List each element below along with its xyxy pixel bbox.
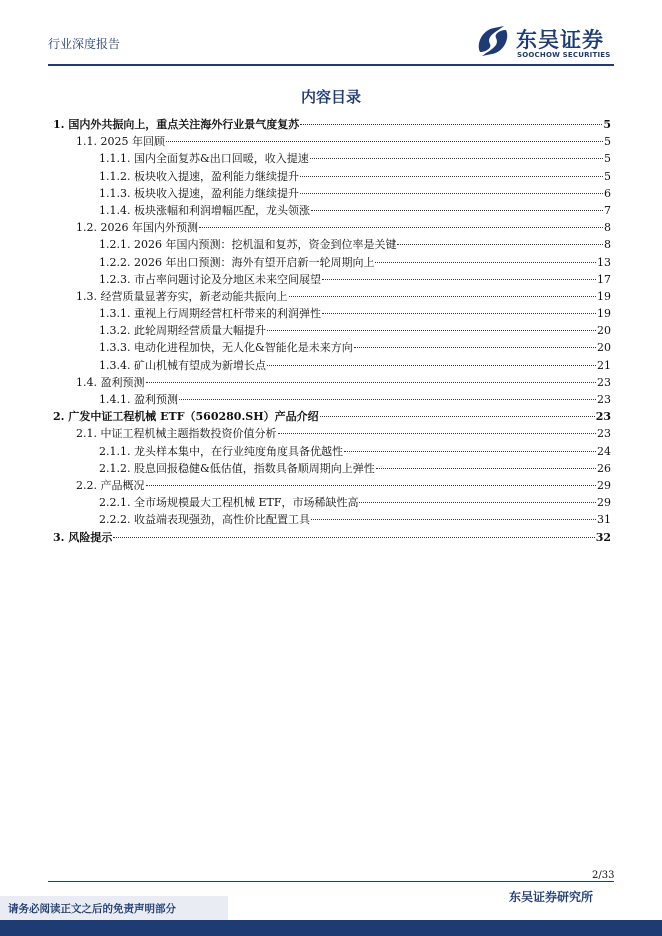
toc-entry-label: 1.2.1. 2026 年国内预测：挖机温和复苏，资金到位率是关键 xyxy=(99,238,397,252)
disclaimer-text: 请务必阅读正文之后的免责声明部分 xyxy=(8,903,176,915)
header-divider xyxy=(48,64,614,66)
toc-entry-page: 6 xyxy=(604,186,611,200)
toc-entry[interactable] xyxy=(53,477,611,494)
toc-entry-label: 1.2.2. 2026 年出口预测：海外有望开启新一轮周期向上 xyxy=(99,255,375,269)
logo-text-cn: 东吴证券 xyxy=(516,28,604,52)
toc-leader-dots xyxy=(310,158,603,159)
toc-entry[interactable] xyxy=(53,288,611,305)
toc-leader-dots xyxy=(300,176,603,177)
toc-title: 内容目录 xyxy=(300,88,361,106)
toc-entry-page: 21 xyxy=(597,358,611,372)
toc-entry[interactable] xyxy=(53,460,611,477)
toc-entry-label: 1.4.1. 盈利预测 xyxy=(99,393,178,406)
toc-entry-label: 1.3.3. 电动化进程加快，无人化&智能化是未来方向 xyxy=(99,341,353,355)
toc-leader-dots xyxy=(376,468,596,469)
toc-leader-dots xyxy=(113,537,594,538)
toc-leader-dots xyxy=(166,141,603,142)
toc-leader-dots xyxy=(375,262,596,263)
toc-entry[interactable] xyxy=(53,339,611,356)
toc-leader-dots xyxy=(344,451,596,452)
toc-entry[interactable] xyxy=(53,219,611,236)
toc-entry-page: 29 xyxy=(597,478,611,492)
toc-entry-label: 2.1.1. 龙头样本集中，在行业纯度角度具备优越性 xyxy=(99,444,343,458)
toc-entry-label: 1.2. 2026 年国内外预测 xyxy=(76,221,198,235)
toc-entry[interactable] xyxy=(53,236,611,253)
toc-entry-label: 2. 广发中证工程机械 ETF（560280.SH）产品介绍 xyxy=(53,410,319,424)
toc-leader-dots xyxy=(354,347,596,348)
toc-entry-page: 31 xyxy=(597,513,611,527)
toc-entry-label: 3. 风险提示 xyxy=(53,530,113,544)
toc-entry-page: 23 xyxy=(595,410,611,424)
toc-entry[interactable] xyxy=(53,116,611,133)
toc-entry-label: 1.3.1. 重视上行周期经营杠杆带来的利润弹性 xyxy=(99,307,321,321)
toc-entry-page: 20 xyxy=(597,341,611,355)
toc-leader-dots xyxy=(320,416,595,417)
toc-entry[interactable] xyxy=(53,357,611,374)
toc-leader-dots xyxy=(289,296,597,297)
toc-entry-page: 20 xyxy=(597,324,611,338)
toc-leader-dots xyxy=(322,279,596,280)
toc-leader-dots xyxy=(300,193,603,194)
toc-entry-page: 29 xyxy=(597,496,611,510)
toc-leader-dots xyxy=(179,399,596,400)
toc-entry-label: 2.2.2. 收益端表现强劲，高性价比配置工具 xyxy=(99,513,310,527)
toc-entry-page: 5 xyxy=(603,118,611,131)
toc-entry-label: 1.1.1. 国内全面复苏&出口回暖，收入提速 xyxy=(99,152,309,166)
company-logo xyxy=(474,22,624,62)
toc-entry-label: 1.1. 2025 年回顾 xyxy=(76,135,165,149)
toc-entry[interactable] xyxy=(53,254,611,271)
toc-entry-page: 24 xyxy=(597,444,611,458)
toc-entry-label: 1. 国内外共振向上，重点关注海外行业景气度复苏 xyxy=(53,118,300,131)
toc-entry-label: 1.1.4. 板块涨幅和利润增幅匹配，龙头领涨 xyxy=(99,203,310,217)
toc-entry-label: 1.1.2. 板块收入提速，盈利能力继续提升 xyxy=(99,169,299,183)
toc-leader-dots xyxy=(146,382,597,383)
toc-entry[interactable] xyxy=(53,443,611,460)
report-type-label: 行业深度报告 xyxy=(48,37,121,51)
soochow-logo-icon xyxy=(474,22,512,60)
toc-leader-dots xyxy=(146,485,597,486)
disclaimer-box xyxy=(0,896,228,920)
footer-bar xyxy=(0,920,662,936)
toc-entry[interactable] xyxy=(53,494,611,511)
toc-entry[interactable] xyxy=(53,271,611,288)
toc-leader-dots xyxy=(311,519,596,520)
toc-entry[interactable] xyxy=(53,391,611,408)
toc-leader-dots xyxy=(267,330,596,331)
logo-text-en: SOOCHOW SECURITIES xyxy=(517,51,611,59)
toc-entry[interactable] xyxy=(53,202,611,219)
toc-entry-page: 23 xyxy=(597,375,611,389)
toc-entry-label: 1.1.3. 板块收入提速，盈利能力继续提升 xyxy=(99,186,299,200)
toc-entry-page: 32 xyxy=(595,530,611,544)
institute-name: 东吴证券研究所 xyxy=(509,890,594,904)
toc-entry-label: 1.3.2. 此轮周期经营质量大幅提升 xyxy=(99,324,266,338)
toc-entry-page: 23 xyxy=(597,427,611,441)
toc-entry-label: 1.2.3. 市占率问题讨论及分地区未来空间展望 xyxy=(99,272,321,286)
toc-entry-page: 8 xyxy=(604,221,611,235)
toc-entry[interactable] xyxy=(53,168,611,185)
toc-entry-label: 1.3. 经营质量显著夯实，新老动能共振向上 xyxy=(76,289,288,303)
toc-entry-label: 2.1.2. 股息回报稳健&低估值，指数具备顺周期向上弹性 xyxy=(99,461,375,475)
toc-entry[interactable] xyxy=(53,133,611,150)
toc-entry-page: 13 xyxy=(597,255,611,269)
toc-leader-dots xyxy=(199,227,603,228)
toc-entry[interactable] xyxy=(53,511,611,528)
toc-entry[interactable] xyxy=(53,425,611,442)
toc-leader-dots xyxy=(322,313,596,314)
toc-entry[interactable] xyxy=(53,322,611,339)
toc-entry[interactable] xyxy=(53,150,611,167)
toc-entry[interactable] xyxy=(53,374,611,391)
toc-entry-page: 19 xyxy=(597,307,611,321)
toc-entry[interactable] xyxy=(53,529,611,546)
toc-entry-page: 7 xyxy=(604,203,611,217)
footer-divider xyxy=(48,881,614,882)
toc-entry-label: 1.4. 盈利预测 xyxy=(76,375,145,389)
toc-entry-page: 5 xyxy=(604,152,611,166)
toc-entry-page: 5 xyxy=(604,169,611,183)
toc-entry-label: 2.2.1. 全市场规模最大工程机械 ETF，市场稀缺性高 xyxy=(99,496,359,510)
table-of-contents xyxy=(53,116,611,546)
page-number: 2/33 xyxy=(592,870,615,881)
toc-entry-page: 26 xyxy=(597,461,611,475)
toc-entry-page: 23 xyxy=(597,393,611,406)
toc-entry[interactable] xyxy=(53,305,611,322)
toc-leader-dots xyxy=(397,244,603,245)
toc-entry-label: 2.1. 中证工程机械主题指数投资价值分析 xyxy=(76,427,277,441)
toc-leader-dots xyxy=(300,124,602,125)
toc-entry[interactable] xyxy=(53,185,611,202)
toc-entry-page: 8 xyxy=(604,238,611,252)
toc-entry[interactable] xyxy=(53,408,611,425)
toc-entry-page: 19 xyxy=(597,289,611,303)
toc-entry-label: 2.2. 产品概况 xyxy=(76,478,145,492)
toc-leader-dots xyxy=(278,433,597,434)
toc-leader-dots xyxy=(311,210,603,211)
toc-leader-dots xyxy=(267,365,596,366)
toc-entry-page: 17 xyxy=(597,272,611,286)
toc-entry-page: 5 xyxy=(604,135,611,149)
toc-entry-label: 1.3.4. 矿山机械有望成为新增长点 xyxy=(99,358,266,372)
toc-leader-dots xyxy=(359,502,596,503)
